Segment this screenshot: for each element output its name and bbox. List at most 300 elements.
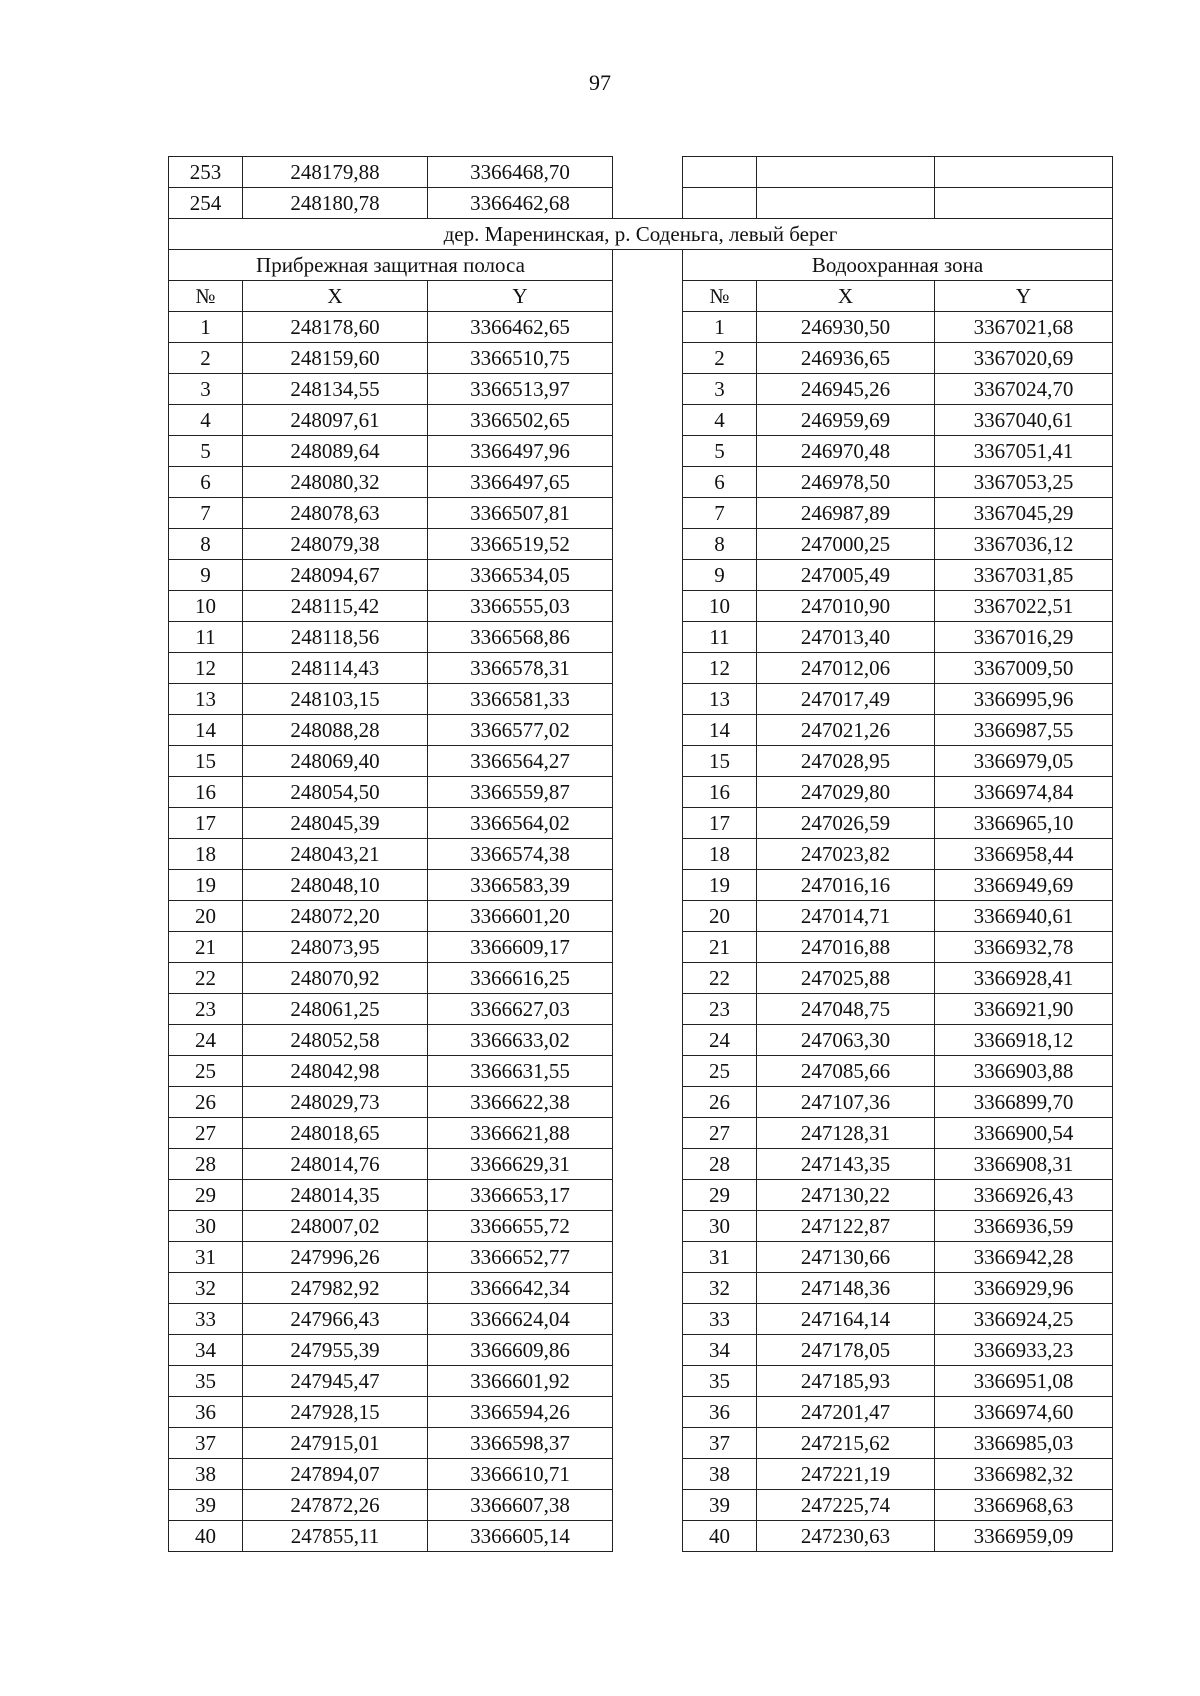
table-row: [169, 157, 1113, 188]
table-row: [169, 746, 1113, 777]
y-coordinate-cell: 3366577,02: [428, 715, 613, 746]
table-row: [169, 777, 1113, 808]
x-coordinate-cell: 247894,07: [243, 1459, 428, 1490]
point-number-cell: 14: [169, 715, 243, 746]
point-number-cell: 25: [169, 1056, 243, 1087]
x-coordinate-cell: 247021,26: [757, 715, 935, 746]
point-number-cell: 5: [683, 436, 757, 467]
point-number-cell: 12: [169, 653, 243, 684]
table-row: [169, 1025, 1113, 1056]
x-coordinate-cell: 248114,43: [243, 653, 428, 684]
point-number-cell: 10: [683, 591, 757, 622]
y-coordinate-cell: 3366601,20: [428, 901, 613, 932]
x-coordinate-cell: 248080,32: [243, 467, 428, 498]
x-coordinate-cell: 247872,26: [243, 1490, 428, 1521]
gap-cell: [613, 1521, 683, 1552]
header-y: Y: [428, 281, 613, 312]
x-coordinate-cell: 248069,40: [243, 746, 428, 777]
point-number-cell: 38: [169, 1459, 243, 1490]
y-coordinate-cell: 3366497,96: [428, 436, 613, 467]
x-coordinate-cell: 247928,15: [243, 1397, 428, 1428]
section-title: дер. Маренинская, р. Соденьга, левый берег: [169, 219, 1113, 250]
x-coordinate-cell: 248018,65: [243, 1118, 428, 1149]
table-row: [169, 1490, 1113, 1521]
y-coordinate-cell: 3366568,86: [428, 622, 613, 653]
y-coordinate-cell: 3366642,34: [428, 1273, 613, 1304]
table-row: [169, 808, 1113, 839]
point-number-cell: 37: [169, 1428, 243, 1459]
x-coordinate-cell: 248097,61: [243, 405, 428, 436]
gap-cell: [613, 777, 683, 808]
gap-cell: [613, 343, 683, 374]
table-row: [169, 870, 1113, 901]
x-coordinate-cell: 247085,66: [757, 1056, 935, 1087]
y-coordinate-cell: 3366564,02: [428, 808, 613, 839]
y-coordinate-cell: 3366899,70: [935, 1087, 1113, 1118]
point-number-cell: 1: [169, 312, 243, 343]
x-coordinate-cell: 247201,47: [757, 1397, 935, 1428]
y-coordinate-cell: 3366982,32: [935, 1459, 1113, 1490]
y-coordinate-cell: 3366965,10: [935, 808, 1113, 839]
point-number-cell: 32: [169, 1273, 243, 1304]
empty-cell: [683, 157, 757, 188]
gap-cell: [613, 1242, 683, 1273]
y-coordinate-cell: 3366932,78: [935, 932, 1113, 963]
point-number-cell: 253: [169, 157, 243, 188]
x-coordinate-cell: 248073,95: [243, 932, 428, 963]
gap-cell: [613, 250, 683, 281]
y-coordinate-cell: 3366627,03: [428, 994, 613, 1025]
table-row: [169, 839, 1113, 870]
y-coordinate-cell: 3366616,25: [428, 963, 613, 994]
x-coordinate-cell: 247016,88: [757, 932, 935, 963]
x-coordinate-cell: 246978,50: [757, 467, 935, 498]
x-coordinate-cell: 247005,49: [757, 560, 935, 591]
table-row: [169, 1056, 1113, 1087]
point-number-cell: 28: [169, 1149, 243, 1180]
empty-cell: [935, 157, 1113, 188]
x-coordinate-cell: 248072,20: [243, 901, 428, 932]
y-coordinate-cell: 3366594,26: [428, 1397, 613, 1428]
x-coordinate-cell: 247955,39: [243, 1335, 428, 1366]
point-number-cell: 5: [169, 436, 243, 467]
x-coordinate-cell: 246936,65: [757, 343, 935, 374]
table-row: [169, 405, 1113, 436]
x-coordinate-cell: 248179,88: [243, 157, 428, 188]
gap-cell: [613, 560, 683, 591]
x-coordinate-cell: 247225,74: [757, 1490, 935, 1521]
y-coordinate-cell: 3366462,65: [428, 312, 613, 343]
table-row: [169, 622, 1113, 653]
point-number-cell: 36: [683, 1397, 757, 1428]
point-number-cell: 31: [683, 1242, 757, 1273]
y-coordinate-cell: 3366497,65: [428, 467, 613, 498]
gap-cell: [613, 591, 683, 622]
table-row: [169, 1304, 1113, 1335]
gap-cell: [613, 653, 683, 684]
empty-cell: [757, 157, 935, 188]
y-coordinate-cell: 3366942,28: [935, 1242, 1113, 1273]
point-number-cell: 9: [169, 560, 243, 591]
y-coordinate-cell: 3367016,29: [935, 622, 1113, 653]
y-coordinate-cell: 3366633,02: [428, 1025, 613, 1056]
x-coordinate-cell: 247855,11: [243, 1521, 428, 1552]
y-coordinate-cell: 3366609,86: [428, 1335, 613, 1366]
gap-cell: [613, 715, 683, 746]
point-number-cell: 254: [169, 188, 243, 219]
x-coordinate-cell: 247945,47: [243, 1366, 428, 1397]
x-coordinate-cell: 248029,73: [243, 1087, 428, 1118]
y-coordinate-cell: 3366507,81: [428, 498, 613, 529]
gap-cell: [613, 436, 683, 467]
table-row: [169, 901, 1113, 932]
point-number-cell: 17: [169, 808, 243, 839]
point-number-cell: 35: [169, 1366, 243, 1397]
point-number-cell: 10: [169, 591, 243, 622]
y-coordinate-cell: 3367031,85: [935, 560, 1113, 591]
point-number-cell: 6: [169, 467, 243, 498]
gap-cell: [613, 1490, 683, 1521]
point-number-cell: 31: [169, 1242, 243, 1273]
x-coordinate-cell: 248094,67: [243, 560, 428, 591]
y-coordinate-cell: 3366652,77: [428, 1242, 613, 1273]
y-coordinate-cell: 3366555,03: [428, 591, 613, 622]
table-row: [169, 1335, 1113, 1366]
y-coordinate-cell: 3366564,27: [428, 746, 613, 777]
point-number-cell: 34: [169, 1335, 243, 1366]
table-row: [169, 1397, 1113, 1428]
x-coordinate-cell: 247029,80: [757, 777, 935, 808]
point-number-cell: 20: [683, 901, 757, 932]
table-titles-row: [169, 250, 1113, 281]
gap-cell: [613, 994, 683, 1025]
gap-cell: [613, 1118, 683, 1149]
point-number-cell: 14: [683, 715, 757, 746]
x-coordinate-cell: 247130,22: [757, 1180, 935, 1211]
x-coordinate-cell: 248118,56: [243, 622, 428, 653]
y-coordinate-cell: 3366502,65: [428, 405, 613, 436]
x-coordinate-cell: 247107,36: [757, 1087, 935, 1118]
x-coordinate-cell: 246930,50: [757, 312, 935, 343]
y-coordinate-cell: 3366629,31: [428, 1149, 613, 1180]
gap-cell: [613, 281, 683, 312]
x-coordinate-cell: 247028,95: [757, 746, 935, 777]
x-coordinate-cell: 247221,19: [757, 1459, 935, 1490]
table-row: [169, 591, 1113, 622]
x-coordinate-cell: 247130,66: [757, 1242, 935, 1273]
point-number-cell: 24: [169, 1025, 243, 1056]
gap-cell: [613, 1304, 683, 1335]
y-coordinate-cell: 3366601,92: [428, 1366, 613, 1397]
table-row: [169, 963, 1113, 994]
point-number-cell: 40: [683, 1521, 757, 1552]
x-coordinate-cell: 247026,59: [757, 808, 935, 839]
point-number-cell: 25: [683, 1056, 757, 1087]
point-number-cell: 40: [169, 1521, 243, 1552]
table-row: [169, 1428, 1113, 1459]
y-coordinate-cell: 3366462,68: [428, 188, 613, 219]
y-coordinate-cell: 3366519,52: [428, 529, 613, 560]
table-row: [169, 343, 1113, 374]
coordinates-table-body: [169, 157, 1113, 1552]
y-coordinate-cell: 3366559,87: [428, 777, 613, 808]
y-coordinate-cell: 3366624,04: [428, 1304, 613, 1335]
gap-cell: [613, 901, 683, 932]
y-coordinate-cell: 3366995,96: [935, 684, 1113, 715]
table-row: [169, 529, 1113, 560]
gap-cell: [613, 1025, 683, 1056]
table-row: [169, 1149, 1113, 1180]
gap-cell: [613, 839, 683, 870]
x-coordinate-cell: 248115,42: [243, 591, 428, 622]
point-number-cell: 13: [683, 684, 757, 715]
point-number-cell: 30: [169, 1211, 243, 1242]
x-coordinate-cell: 248078,63: [243, 498, 428, 529]
y-coordinate-cell: 3366940,61: [935, 901, 1113, 932]
y-coordinate-cell: 3367040,61: [935, 405, 1113, 436]
point-number-cell: 17: [683, 808, 757, 839]
y-coordinate-cell: 3366924,25: [935, 1304, 1113, 1335]
y-coordinate-cell: 3366936,59: [935, 1211, 1113, 1242]
point-number-cell: 26: [683, 1087, 757, 1118]
gap-cell: [613, 1180, 683, 1211]
point-number-cell: 18: [683, 839, 757, 870]
table-row: [169, 1273, 1113, 1304]
y-coordinate-cell: 3366933,23: [935, 1335, 1113, 1366]
table-row: [169, 1211, 1113, 1242]
x-coordinate-cell: 248014,76: [243, 1149, 428, 1180]
y-coordinate-cell: 3366610,71: [428, 1459, 613, 1490]
x-coordinate-cell: 246987,89: [757, 498, 935, 529]
x-coordinate-cell: 248043,21: [243, 839, 428, 870]
gap-cell: [613, 374, 683, 405]
x-coordinate-cell: 248103,15: [243, 684, 428, 715]
section-title-row: [169, 219, 1113, 250]
y-coordinate-cell: 3366903,88: [935, 1056, 1113, 1087]
y-coordinate-cell: 3366534,05: [428, 560, 613, 591]
point-number-cell: 12: [683, 653, 757, 684]
y-coordinate-cell: 3366605,14: [428, 1521, 613, 1552]
y-coordinate-cell: 3366621,88: [428, 1118, 613, 1149]
point-number-cell: 3: [169, 374, 243, 405]
y-coordinate-cell: 3366974,84: [935, 777, 1113, 808]
point-number-cell: 36: [169, 1397, 243, 1428]
y-coordinate-cell: 3366979,05: [935, 746, 1113, 777]
table-row: [169, 498, 1113, 529]
y-coordinate-cell: 3367053,25: [935, 467, 1113, 498]
gap-cell: [613, 1335, 683, 1366]
y-coordinate-cell: 3367020,69: [935, 343, 1113, 374]
y-coordinate-cell: 3366921,90: [935, 994, 1113, 1025]
point-number-cell: 26: [169, 1087, 243, 1118]
table-row: [169, 1521, 1113, 1552]
point-number-cell: 35: [683, 1366, 757, 1397]
gap-cell: [613, 467, 683, 498]
x-coordinate-cell: 248052,58: [243, 1025, 428, 1056]
y-coordinate-cell: 3366581,33: [428, 684, 613, 715]
x-coordinate-cell: 248089,64: [243, 436, 428, 467]
x-coordinate-cell: 247013,40: [757, 622, 935, 653]
x-coordinate-cell: 247000,25: [757, 529, 935, 560]
y-coordinate-cell: 3366598,37: [428, 1428, 613, 1459]
y-coordinate-cell: 3366900,54: [935, 1118, 1113, 1149]
point-number-cell: 9: [683, 560, 757, 591]
y-coordinate-cell: 3366655,72: [428, 1211, 613, 1242]
table-row: [169, 436, 1113, 467]
gap-cell: [613, 746, 683, 777]
coastal-strip-title: Прибрежная защитная полоса: [169, 250, 613, 281]
y-coordinate-cell: 3367045,29: [935, 498, 1113, 529]
point-number-cell: 30: [683, 1211, 757, 1242]
header-x: X: [757, 281, 935, 312]
gap-cell: [613, 1397, 683, 1428]
x-coordinate-cell: 248159,60: [243, 343, 428, 374]
gap-cell: [613, 529, 683, 560]
y-coordinate-cell: 3367021,68: [935, 312, 1113, 343]
y-coordinate-cell: 3366958,44: [935, 839, 1113, 870]
y-coordinate-cell: 3366949,69: [935, 870, 1113, 901]
x-coordinate-cell: 247014,71: [757, 901, 935, 932]
y-coordinate-cell: 3366928,41: [935, 963, 1113, 994]
x-coordinate-cell: 247128,31: [757, 1118, 935, 1149]
y-coordinate-cell: 3366622,38: [428, 1087, 613, 1118]
gap-cell: [613, 1149, 683, 1180]
gap-cell: [613, 188, 683, 219]
x-coordinate-cell: 247010,90: [757, 591, 935, 622]
table-row: [169, 1118, 1113, 1149]
table-row: [169, 1242, 1113, 1273]
point-number-cell: 18: [169, 839, 243, 870]
x-coordinate-cell: 246970,48: [757, 436, 935, 467]
header-number: №: [683, 281, 757, 312]
gap-cell: [613, 684, 683, 715]
x-coordinate-cell: 247122,87: [757, 1211, 935, 1242]
point-number-cell: 7: [169, 498, 243, 529]
point-number-cell: 39: [683, 1490, 757, 1521]
point-number-cell: 37: [683, 1428, 757, 1459]
point-number-cell: 28: [683, 1149, 757, 1180]
gap-cell: [613, 870, 683, 901]
point-number-cell: 8: [683, 529, 757, 560]
y-coordinate-cell: 3367009,50: [935, 653, 1113, 684]
x-coordinate-cell: 248088,28: [243, 715, 428, 746]
point-number-cell: 23: [683, 994, 757, 1025]
point-number-cell: 6: [683, 467, 757, 498]
x-coordinate-cell: 248042,98: [243, 1056, 428, 1087]
x-coordinate-cell: 248045,39: [243, 808, 428, 839]
y-coordinate-cell: 3366583,39: [428, 870, 613, 901]
point-number-cell: 7: [683, 498, 757, 529]
x-coordinate-cell: 246959,69: [757, 405, 935, 436]
y-coordinate-cell: 3367024,70: [935, 374, 1113, 405]
point-number-cell: 33: [169, 1304, 243, 1335]
x-coordinate-cell: 248178,60: [243, 312, 428, 343]
y-coordinate-cell: 3366929,96: [935, 1273, 1113, 1304]
gap-cell: [613, 963, 683, 994]
x-coordinate-cell: 247048,75: [757, 994, 935, 1025]
point-number-cell: 22: [683, 963, 757, 994]
x-coordinate-cell: 248070,92: [243, 963, 428, 994]
point-number-cell: 15: [683, 746, 757, 777]
page-number: 97: [589, 70, 611, 95]
water-protection-zone-title: Водоохранная зона: [683, 250, 1113, 281]
y-coordinate-cell: 3366578,31: [428, 653, 613, 684]
empty-cell: [757, 188, 935, 219]
x-coordinate-cell: 247012,06: [757, 653, 935, 684]
point-number-cell: 2: [169, 343, 243, 374]
point-number-cell: 4: [169, 405, 243, 436]
x-coordinate-cell: 247016,16: [757, 870, 935, 901]
x-coordinate-cell: 248079,38: [243, 529, 428, 560]
header-y: Y: [935, 281, 1113, 312]
point-number-cell: 29: [169, 1180, 243, 1211]
x-coordinate-cell: 247230,63: [757, 1521, 935, 1552]
point-number-cell: 20: [169, 901, 243, 932]
gap-cell: [613, 1087, 683, 1118]
table-row: [169, 932, 1113, 963]
point-number-cell: 16: [683, 777, 757, 808]
x-coordinate-cell: 248007,02: [243, 1211, 428, 1242]
y-coordinate-cell: 3366959,09: [935, 1521, 1113, 1552]
point-number-cell: 16: [169, 777, 243, 808]
point-number-cell: 38: [683, 1459, 757, 1490]
gap-cell: [613, 1211, 683, 1242]
gap-cell: [613, 808, 683, 839]
y-coordinate-cell: 3366951,08: [935, 1366, 1113, 1397]
gap-cell: [613, 1366, 683, 1397]
gap-cell: [613, 1056, 683, 1087]
x-coordinate-cell: 248014,35: [243, 1180, 428, 1211]
table-row: [169, 684, 1113, 715]
table-row: [169, 994, 1113, 1025]
y-coordinate-cell: 3367022,51: [935, 591, 1113, 622]
x-coordinate-cell: 247023,82: [757, 839, 935, 870]
point-number-cell: 1: [683, 312, 757, 343]
gap-cell: [613, 1273, 683, 1304]
table-row: [169, 560, 1113, 591]
point-number-cell: 3: [683, 374, 757, 405]
y-coordinate-cell: 3366607,38: [428, 1490, 613, 1521]
table-row: [169, 374, 1113, 405]
y-coordinate-cell: 3366653,17: [428, 1180, 613, 1211]
table-row: [169, 467, 1113, 498]
y-coordinate-cell: 3366968,63: [935, 1490, 1113, 1521]
point-number-cell: 19: [169, 870, 243, 901]
x-coordinate-cell: 247966,43: [243, 1304, 428, 1335]
point-number-cell: 32: [683, 1273, 757, 1304]
gap-cell: [613, 1459, 683, 1490]
point-number-cell: 33: [683, 1304, 757, 1335]
point-number-cell: 24: [683, 1025, 757, 1056]
point-number-cell: 22: [169, 963, 243, 994]
x-coordinate-cell: 247215,62: [757, 1428, 935, 1459]
y-coordinate-cell: 3366510,75: [428, 343, 613, 374]
y-coordinate-cell: 3366631,55: [428, 1056, 613, 1087]
point-number-cell: 13: [169, 684, 243, 715]
gap-cell: [613, 1428, 683, 1459]
y-coordinate-cell: 3366985,03: [935, 1428, 1113, 1459]
point-number-cell: 4: [683, 405, 757, 436]
table-row: [169, 1180, 1113, 1211]
header-number: №: [169, 281, 243, 312]
table-row: [169, 1459, 1113, 1490]
point-number-cell: 8: [169, 529, 243, 560]
y-coordinate-cell: 3366609,17: [428, 932, 613, 963]
point-number-cell: 34: [683, 1335, 757, 1366]
gap-cell: [613, 157, 683, 188]
table-row: [169, 1366, 1113, 1397]
y-coordinate-cell: 3367051,41: [935, 436, 1113, 467]
